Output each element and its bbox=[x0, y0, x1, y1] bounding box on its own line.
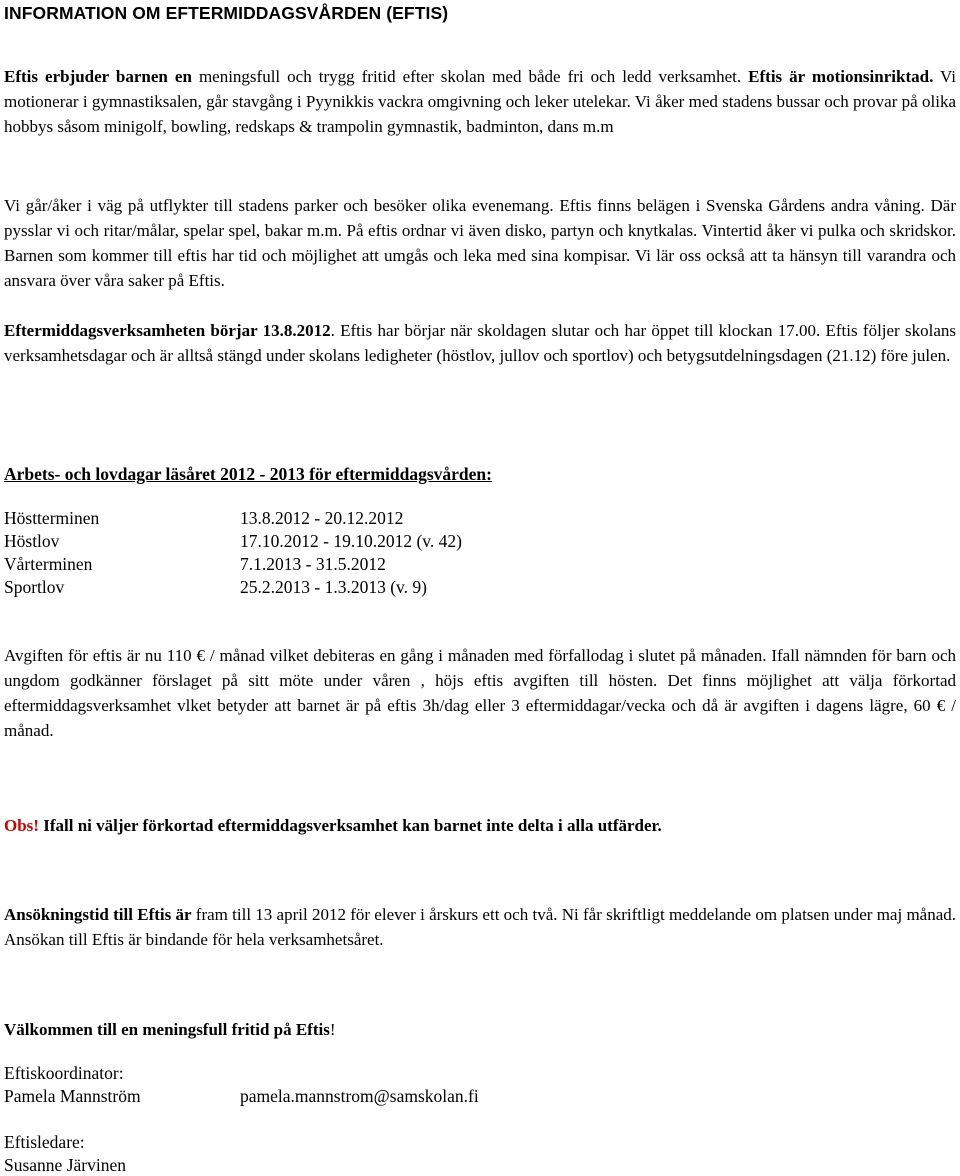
start-text: . Eftis har börjar när skoldagen slutar och har öppet till klockan 17.00. Eftis följer skolans verksamhetsdagar och är alltså stängd under skolans ledigheter (höstlov, jullov och sportlov) och betygsutdelningsdagen (21.12) före julen. bbox=[4, 321, 956, 365]
application-bold: Ansökningstid till Eftis är bbox=[4, 905, 192, 924]
intro-text-1: meningsfull och trygg fritid efter skolan med både fri och ledd verksamhet. bbox=[191, 67, 749, 86]
obs-label: Obs! bbox=[4, 816, 39, 835]
coordinator-name: Pamela Mannström bbox=[4, 1086, 141, 1106]
activities-paragraph: Vi går/åker i väg på utflykter till stadens parker och besöker olika evenemang. Eftis finns belägen i Svenska Gårdens andra våning. Där pysslar vi och ritar/målar, spelar spel, bakar m.m. På eftis ordnar vi även disko, partyn och knytkalas. Vintertid åker vi pulka och skridskor. Barnen som kommer till eftis har tid och möjlighet att umgås och leka med sina kompisar. Vi lär oss också att ta hänsyn till varandra och ansvara över våra saker på Eftis. bbox=[4, 196, 956, 290]
welcome-end: ! bbox=[329, 1020, 336, 1039]
schedule-row-label: Sportlov bbox=[4, 577, 65, 597]
start-bold: Eftermiddagsverksamheten börjar 13.8.2012 bbox=[4, 321, 331, 340]
intro-text-2: Vi motionerar i gymnastiksalen, går stavgång i Pyynikkis vackra omgivning och leker utelekar. Vi åker med stadens bussar och provar på olika hobbys såsom minigolf, bowling, redskaps & trampolin gymnastik, badminton, dans m.m bbox=[4, 67, 957, 136]
leader-role: Eftisledare: bbox=[4, 1132, 85, 1152]
document-title: INFORMATION OM EFTERMIDDAGSVÅRDEN (EFTIS) bbox=[4, 3, 449, 23]
schedule-row-value: 7.1.2013 - 31.5.2012 bbox=[240, 554, 386, 574]
application-text: fram till 13 april 2012 för elever i årskurs ett och två. Ni får skriftligt meddelande om platsen under maj månad. Ansökan till Eftis är bindande för hela verksamhetsåret. bbox=[4, 905, 957, 949]
schedule-heading: Arbets- och lovdagar läsåret 2012 - 2013 för eftermiddagsvården: bbox=[4, 464, 492, 484]
intro-paragraph bbox=[4, 64, 956, 139]
start-paragraph bbox=[4, 318, 956, 368]
intro-lead-bold: Eftis erbjuder barnen en bbox=[4, 67, 192, 86]
obs-text: Ifall ni väljer förkortad eftermiddagsverksamhet kan barnet inte delta i alla utfärder. bbox=[38, 816, 662, 835]
leader-name: Susanne Järvinen bbox=[4, 1155, 126, 1175]
schedule-row-value: 13.8.2012 - 20.12.2012 bbox=[240, 508, 404, 528]
coordinator-email: pamela.mannstrom@samskolan.fi bbox=[240, 1086, 479, 1106]
welcome-bold: Välkommen till en meningsfull fritid på Eftis bbox=[4, 1020, 330, 1039]
welcome-line bbox=[4, 1017, 956, 1042]
intro-bold-motion: Eftis är motionsinriktad. bbox=[748, 67, 934, 86]
obs-paragraph bbox=[4, 813, 956, 838]
schedule-row-label: Höstlov bbox=[4, 531, 60, 551]
schedule-row-value: 25.2.2013 - 1.3.2013 (v. 9) bbox=[240, 577, 427, 597]
schedule-row-label: Höstterminen bbox=[4, 508, 100, 528]
application-paragraph bbox=[4, 902, 956, 952]
schedule-row-label: Vårterminen bbox=[4, 554, 93, 574]
schedule-row-value: 17.10.2012 - 19.10.2012 (v. 42) bbox=[240, 531, 462, 551]
fee-paragraph: Avgiften för eftis är nu 110 € / månad vilket debiteras en gång i månaden med förfallodag i slutet på månaden. Ifall nämnden för barn och ungdom godkänner förslaget på sitt möte under våren , höjs eftis avgiften till hösten. Det finns möjlighet att välja förkortad eftermiddagsverksamhet vlket betyder att barnet är på eftis 3h/dag eller 3 eftermiddagar/vecka och då är avgiften i dagens lägre, 60 € / månad. bbox=[4, 646, 956, 740]
coordinator-role: Eftiskoordinator: bbox=[4, 1063, 124, 1083]
